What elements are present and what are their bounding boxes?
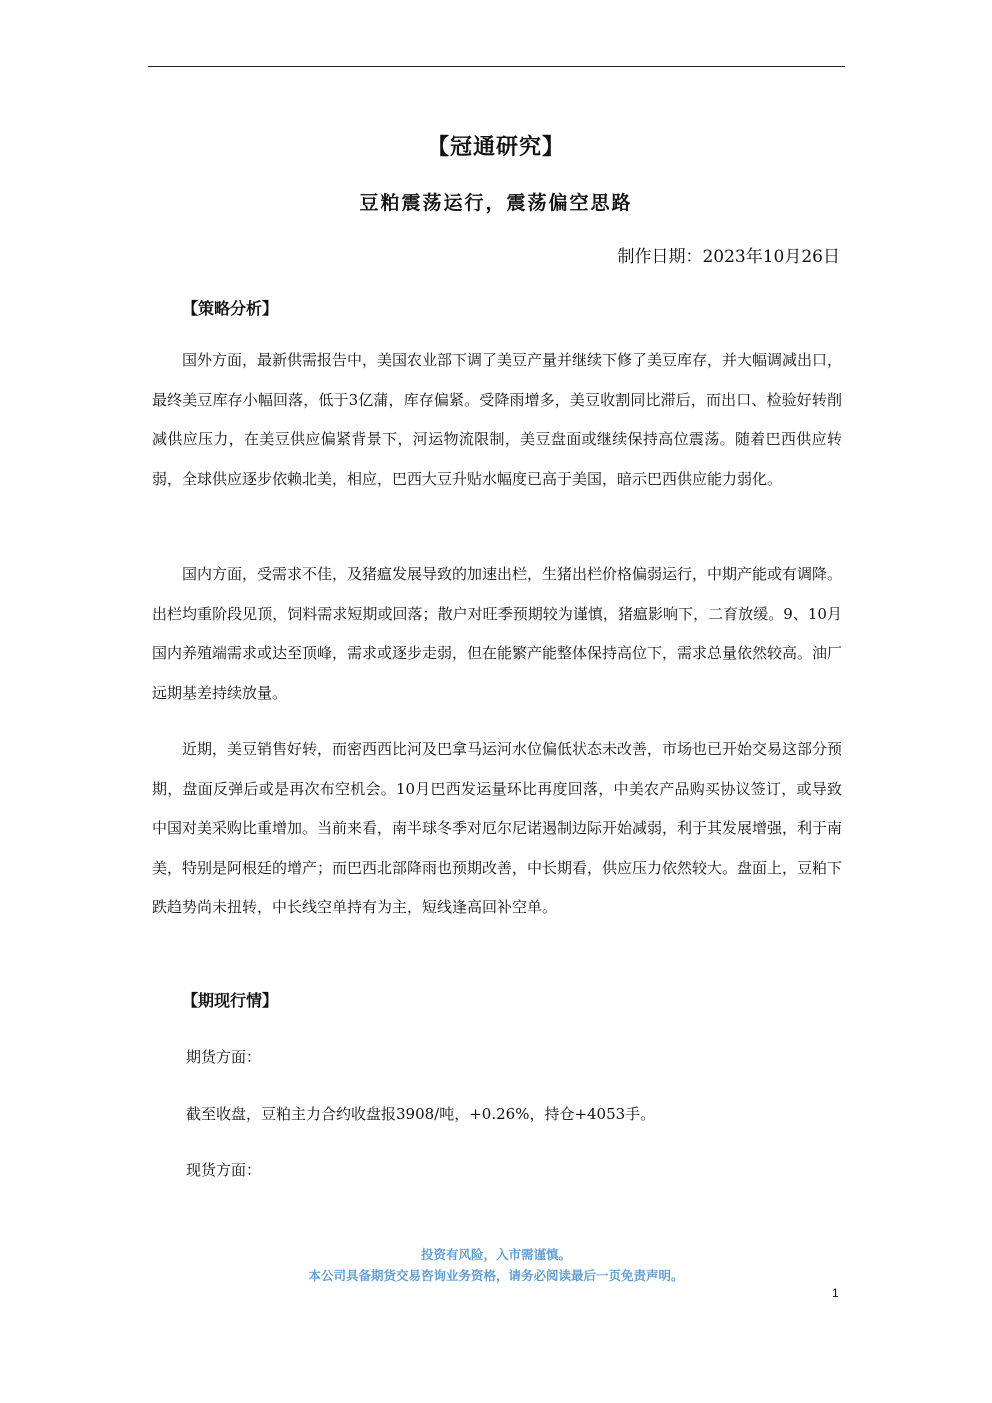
risk-warning: 投资有风险，入市需谨慎。 xyxy=(420,1247,571,1262)
strategy-paragraph-recent: 近期，美豆销售好转，而密西西比河及巴拿马运河水位偏低状态未改善，市场也已开始交易这部分预期，盘面反弹后或是再次布空机会。10月巴西发运量环比再度回落，中美农产品购买协议签订，或导致中国对美采购比重增加。当前来看，南半球冬季对厄尔尼诺遏制边际开始减弱，利于其发展增强，利于南美，特别是阿根廷的增产；而巴西北部降雨也预期改善，中长期看，供应压力依然较大。盘面上，豆粕下跌趋势尚未扭转，中长线空单持有为主，短线逢高回补空单。 xyxy=(152,740,843,916)
qualification-notice: 本公司具备期货交易咨询业务资格，请务必阅读最后一页免责声明。 xyxy=(308,1268,684,1283)
spot-label: 现货方面： xyxy=(186,1161,262,1179)
strategy-paragraph-domestic: 国内方面，受需求不佳，及猪瘟发展导致的加速出栏，生猪出栏价格偏弱运行，中期产能或有调降。出栏均重阶段见顶，饲料需求短期或回落；散户对旺季预期较为谨慎，猪瘟影响下，二育放缓。9、10月国内养殖端需求或达至顶峰，需求或逐步走弱，但在能繁产能整体保持高位下，需求总量依然较高。油厂远期基差持续放量。 xyxy=(152,565,843,702)
page-number: 1 xyxy=(832,1286,839,1300)
futures-label: 期货方面： xyxy=(186,1048,262,1066)
market-heading: 【期现行情】 xyxy=(182,991,279,1010)
strategy-heading: 【策略分析】 xyxy=(182,299,279,318)
futures-text: 截至收盘，豆粕主力合约收盘报3908/吨，+0.26%，持仓+4053手。 xyxy=(186,1105,656,1123)
brand-title: 【冠通研究】 xyxy=(426,134,565,160)
strategy-paragraph-foreign: 国外方面，最新供需报告中，美国农业部下调了美豆产量并继续下修了美豆库存，并大幅调减出口，最终美豆库存小幅回落，低于3亿蒲，库存偏紧。受降雨增多，美豆收割同比滞后，而出口、检验好转削减供应压力，在美豆供应偏紧背景下，河运物流限制，美豆盘面或继续保持高位震荡。随着巴西供应转弱，全球供应逐步依赖北美，相应，巴西大豆升贴水幅度已高于美国，暗示巴西供应能力弱化。 xyxy=(152,351,843,488)
document-title: 豆粕震荡运行，震荡偏空思路 xyxy=(359,192,633,214)
document-date: 制作日期：2023年10月26日 xyxy=(617,247,840,267)
header-rule xyxy=(148,66,845,67)
